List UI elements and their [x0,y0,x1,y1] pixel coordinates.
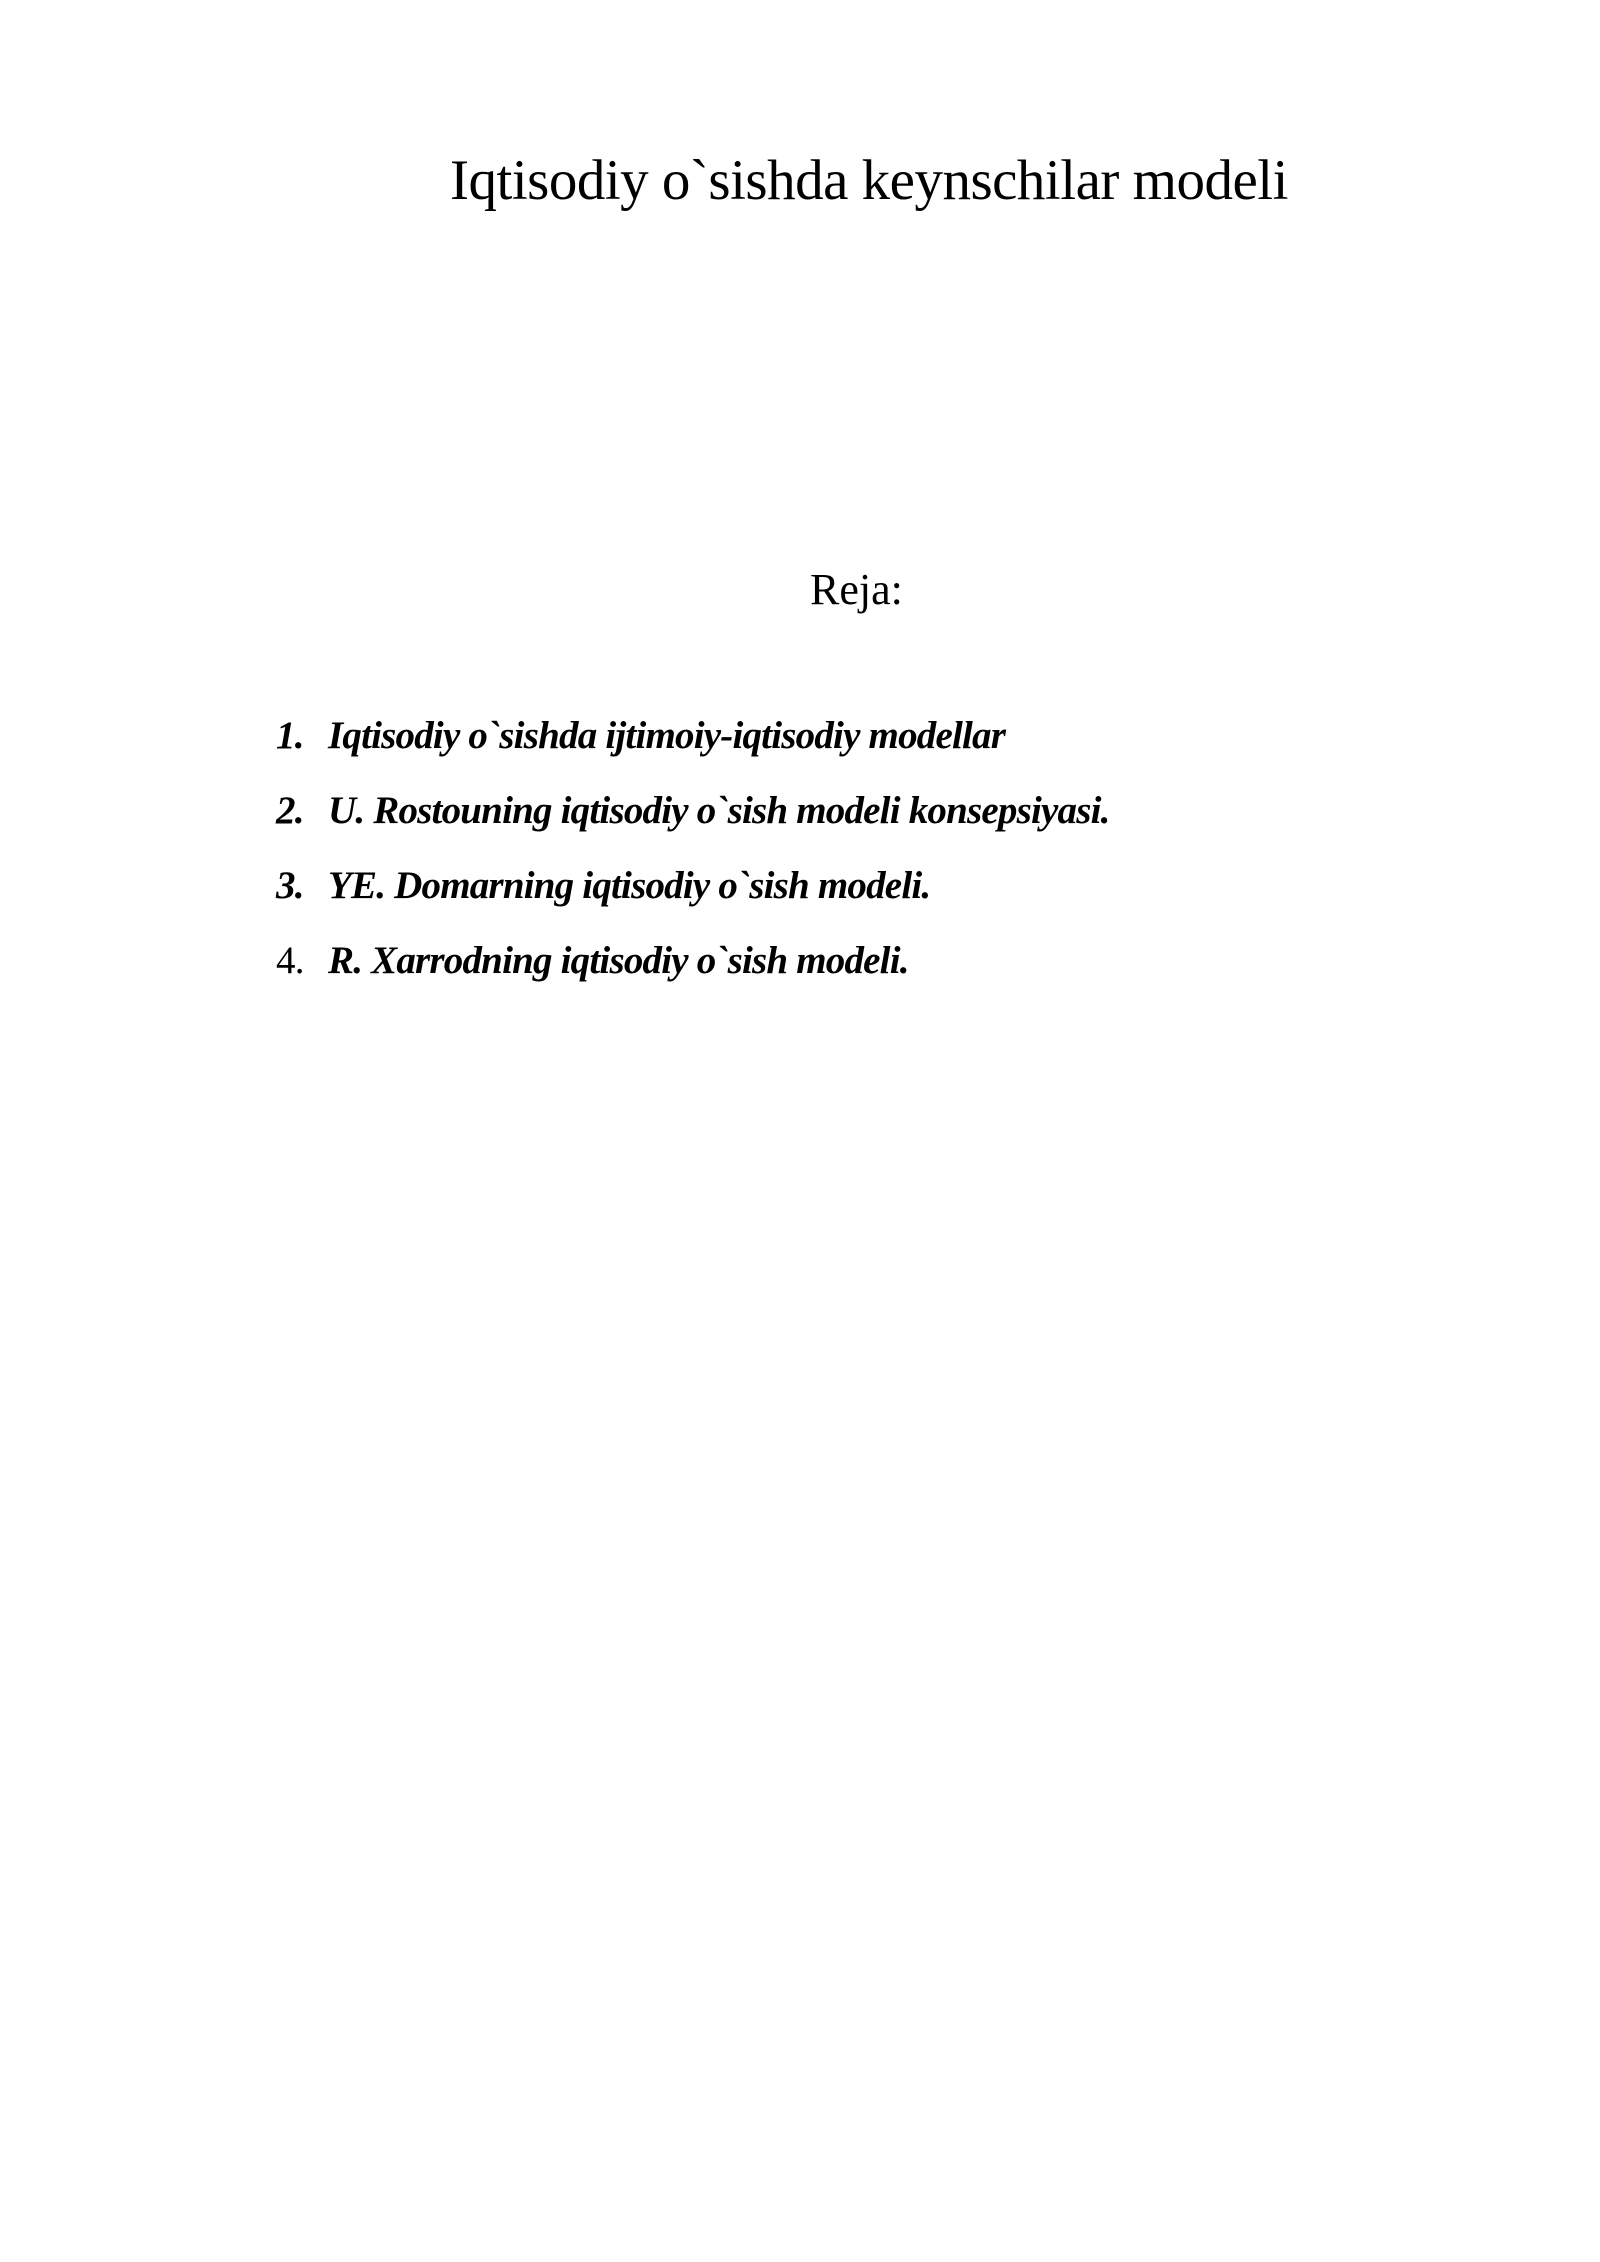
plan-item-number: 4. [276,939,304,982]
plan-item-number: 1. [276,714,304,757]
plan-item-number: 3. [276,864,304,907]
plan-item-text: YE. Domarning iqtisodiy o`sish modeli. [328,864,931,907]
plan-item-4 [276,941,1110,1016]
plan-item-3 [276,866,1110,941]
page-title: Iqtisodiy o`sishda keynschilar modeli [450,149,1288,212]
plan-item-number: 2. [276,789,304,832]
plan-heading: Reja: [810,565,903,614]
plan-item-text: Iqtisodiy o`sishda ijtimoiy-iqtisodiy modellar [328,714,1006,757]
plan-list [276,716,1110,1016]
plan-item-text: U. Rostouning iqtisodiy o`sish modeli konsepsiyasi. [328,789,1110,832]
plan-item-2 [276,791,1110,866]
plan-item-1 [276,716,1110,791]
plan-item-text: R. Xarrodning iqtisodiy o`sish modeli. [328,939,909,982]
